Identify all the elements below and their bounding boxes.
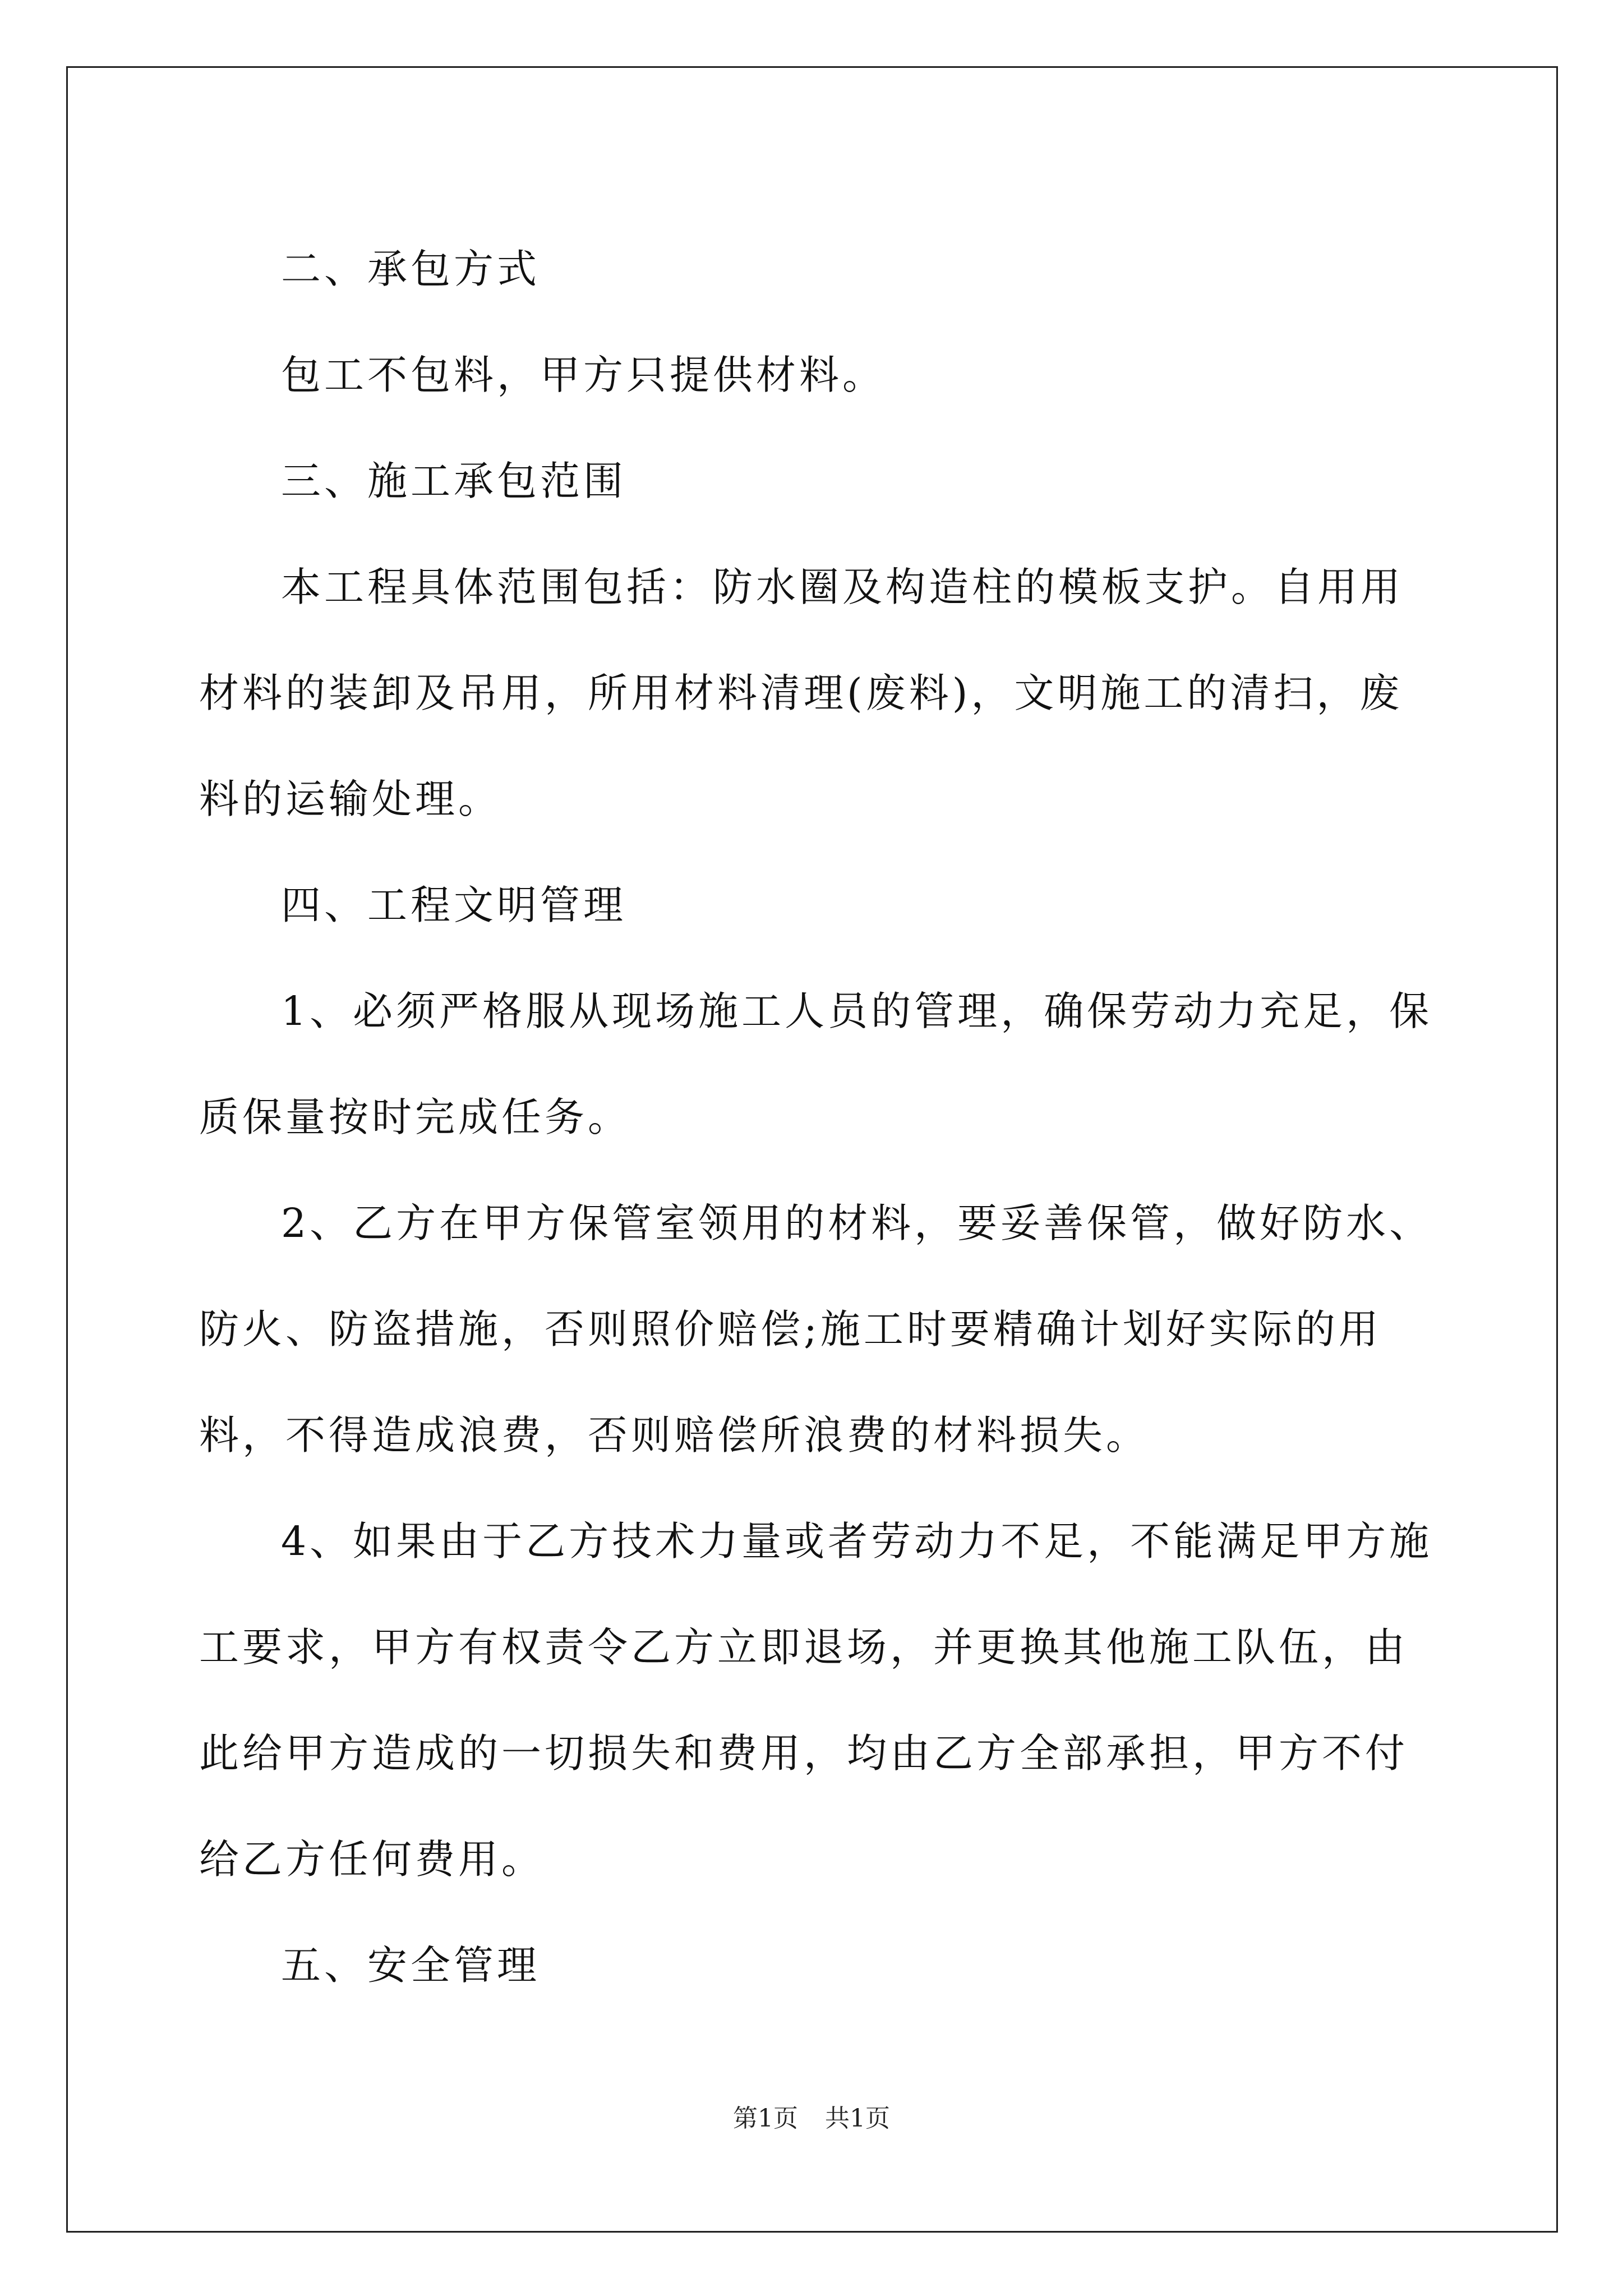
page-footer xyxy=(0,2098,1623,2134)
paragraph-item-4: 4、如果由于乙方技术力量或者劳动力不足，不能满足甲方施工要求，甲方有权责令乙方立即退场，并更换其他施工队伍，由此给甲方造成的一切损失和费用，均由乙方全部承担，甲方不付给乙方任何费用。 xyxy=(199,1518,1433,1883)
page-number: 第1页 xyxy=(733,2104,798,2133)
paragraph-contract-method: 包工不包料，甲方只提供材料。 xyxy=(281,352,886,398)
page-total: 共1页 xyxy=(825,2104,890,2133)
paragraph-item-1: 1、必须严格服从现场施工人员的管理，确保劳动力充足，保质保量按时完成任务。 xyxy=(199,988,1433,1140)
section-heading-civilized-management: 四、工程文明管理 xyxy=(281,882,627,928)
section-heading-scope: 三、施工承包范围 xyxy=(281,458,627,504)
section-heading-contract-method: 二、承包方式 xyxy=(281,246,541,292)
document-body xyxy=(199,216,1433,2018)
paragraph-item-2: 2、乙方在甲方保管室领用的材料，要妥善保管，做好防水、防火、防盗措施，否则照价赔偿;施工时要精确计划好实际的用料，不得造成浪费，否则赔偿所浪费的材料损失。 xyxy=(199,1200,1433,1458)
paragraph-scope: 本工程具体范围包括：防水圈及构造柱的模板支护。自用用材料的装卸及吊用，所用材料清理(废料)，文明施工的清扫，废料的运输处理。 xyxy=(199,564,1404,822)
section-heading-safety: 五、安全管理 xyxy=(281,1942,541,1989)
